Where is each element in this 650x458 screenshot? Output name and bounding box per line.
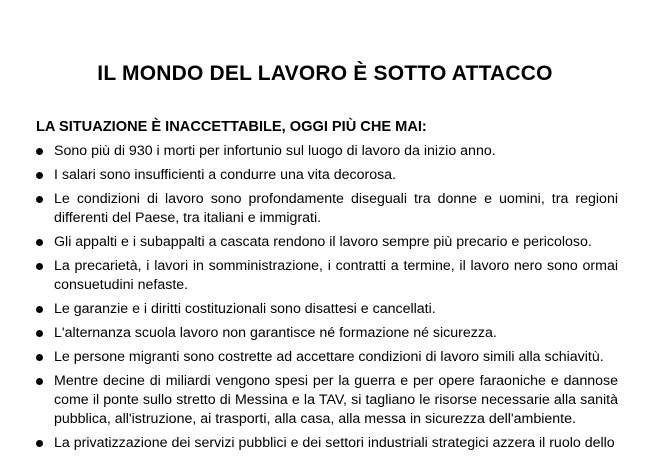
page-title: IL MONDO DEL LAVORO È SOTTO ATTACCO bbox=[97, 62, 553, 85]
list-item bbox=[36, 300, 618, 319]
list-item bbox=[36, 372, 618, 429]
bullet-icon bbox=[36, 440, 43, 447]
bullet-icon bbox=[36, 148, 43, 155]
list-item-text: Sono più di 930 i morti per infortunio sul luogo di lavoro da inizio anno. bbox=[54, 143, 496, 159]
bullet-icon bbox=[36, 239, 43, 246]
list-item bbox=[36, 434, 618, 453]
list-item-text: I salari sono insufficienti a condurre una vita decorosa. bbox=[54, 167, 397, 183]
list-item bbox=[36, 142, 618, 161]
bullet-icon bbox=[36, 330, 43, 337]
bullet-icon bbox=[36, 172, 43, 179]
list-item-text: La privatizzazione dei servizi pubblici e dei settori industriali strategici azzera il ruolo dello bbox=[54, 435, 615, 451]
list-item bbox=[36, 166, 618, 185]
bullet-icon bbox=[36, 378, 43, 385]
bullet-list bbox=[36, 142, 618, 458]
list-item-text: Le condizioni di lavoro sono profondamente diseguali tra donne e uomini, tra regioni differenti del Paese, tra italiani e immigrati. bbox=[54, 191, 618, 226]
list-item-text: Mentre decine di miliardi vengono spesi per la guerra e per opere faraoniche e dannose come il ponte sullo stretto di Messina e la TAV, si tagliano le risorse necessarie alla sanità pubblica, all'istruzione, ai trasporti, alla casa, alla messa in sicurezza dell'ambiente. bbox=[54, 373, 618, 427]
list-item bbox=[36, 233, 618, 252]
list-item-text: L'alternanza scuola lavoro non garantisce né formazione né sicurezza. bbox=[54, 325, 497, 341]
list-item bbox=[36, 190, 618, 228]
list-item-text: Le garanzie e i diritti costituzionali sono disattesi e cancellati. bbox=[54, 301, 436, 317]
list-item bbox=[36, 324, 618, 343]
bullet-icon bbox=[36, 196, 43, 203]
section-heading: LA SITUAZIONE È INACCETTABILE, OGGI PIÙ CHE MAI: bbox=[36, 119, 427, 135]
bullet-icon bbox=[36, 263, 43, 270]
list-item-text: Le persone migranti sono costrette ad accettare condizioni di lavoro simili alla schiavitù. bbox=[54, 349, 604, 365]
list-item-text: Gli appalti e i subappalti a cascata rendono il lavoro sempre più precario e pericoloso. bbox=[54, 234, 592, 250]
bullet-icon bbox=[36, 306, 43, 313]
list-item bbox=[36, 348, 618, 367]
list-item bbox=[36, 257, 618, 295]
bullet-icon bbox=[36, 354, 43, 361]
list-item-text: La precarietà, i lavori in somministrazione, i contratti a termine, il lavoro nero sono ormai consuetudini nefaste. bbox=[54, 258, 618, 293]
